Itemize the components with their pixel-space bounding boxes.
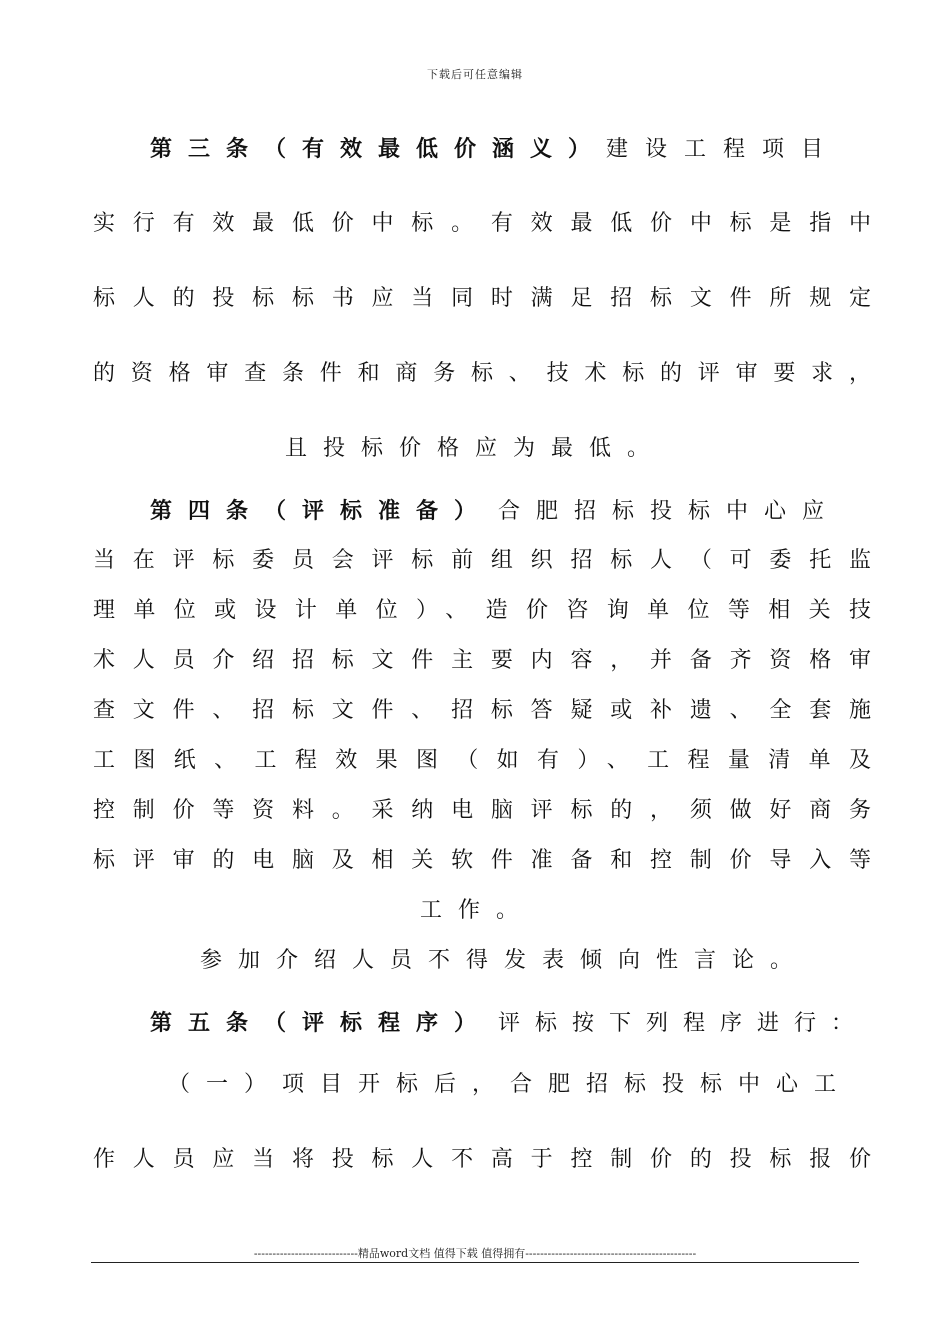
article4-line-8: 标评审的电脑及相关软件准备和控制价导入等 [93, 848, 871, 873]
article3-first-line [150, 136, 840, 163]
article4-line-9: 工作。 [420, 898, 535, 923]
article5-heading: 第五条（评标程序） [150, 1010, 493, 1036]
article3-line-4: 的资格审查条件和商务标、技术标的评审要求， [93, 361, 871, 386]
article4-line-1: 合肥招标投标中心应 [498, 499, 841, 524]
article3-line-3: 标人的投标标书应当同时满足招标文件所规定 [93, 286, 871, 311]
article4-line-7: 控制价等资料。采纳电脑评标的，须做好商务 [93, 798, 871, 823]
article4-line-4: 术人员介绍招标文件主要内容，并备齐资格审 [93, 648, 871, 673]
footer-divider [91, 1262, 859, 1263]
article4-first-line [150, 498, 840, 525]
article4-line-5: 查文件、招标文件、招标答疑或补遗、全套施 [93, 698, 871, 723]
article4-line-10: 参加介绍人员不得发表倾向性言论。 [200, 948, 809, 973]
article3-heading: 第三条（有效最低价涵义） [150, 136, 607, 162]
article4-line-6: 工图纸、工程效果图（如有）、工程量清单及 [93, 748, 871, 773]
article5-line-2: （一）项目开标后，合肥招标投标中心工 [168, 1072, 853, 1097]
article5-line-1: 评标按下列程序进行： [498, 1011, 869, 1036]
article4-line-3: 理单位或设计单位）、造价咨询单位等相关技 [93, 598, 871, 623]
article3-line-5: 且投标价格应为最低。 [285, 436, 666, 461]
article4-line-2: 当在评标委员会评标前组织招标人（可委托监 [93, 548, 871, 573]
page-footer: ----------------------------精品word文档 值得下载 值得拥有---------------------------------------------- [253, 1247, 697, 1260]
page-header: 下载后可任意编辑 [427, 68, 523, 81]
article3-line-2: 实行有效最低价中标。有效最低价中标是指中 [93, 211, 871, 236]
article3-line-1: 建设工程项目 [606, 137, 841, 162]
article5-first-line [150, 1010, 868, 1037]
article4-heading: 第四条（评标准备） [150, 498, 493, 524]
article5-line-3: 作人员应当将投标人不高于控制价的投标报价 [93, 1147, 871, 1172]
